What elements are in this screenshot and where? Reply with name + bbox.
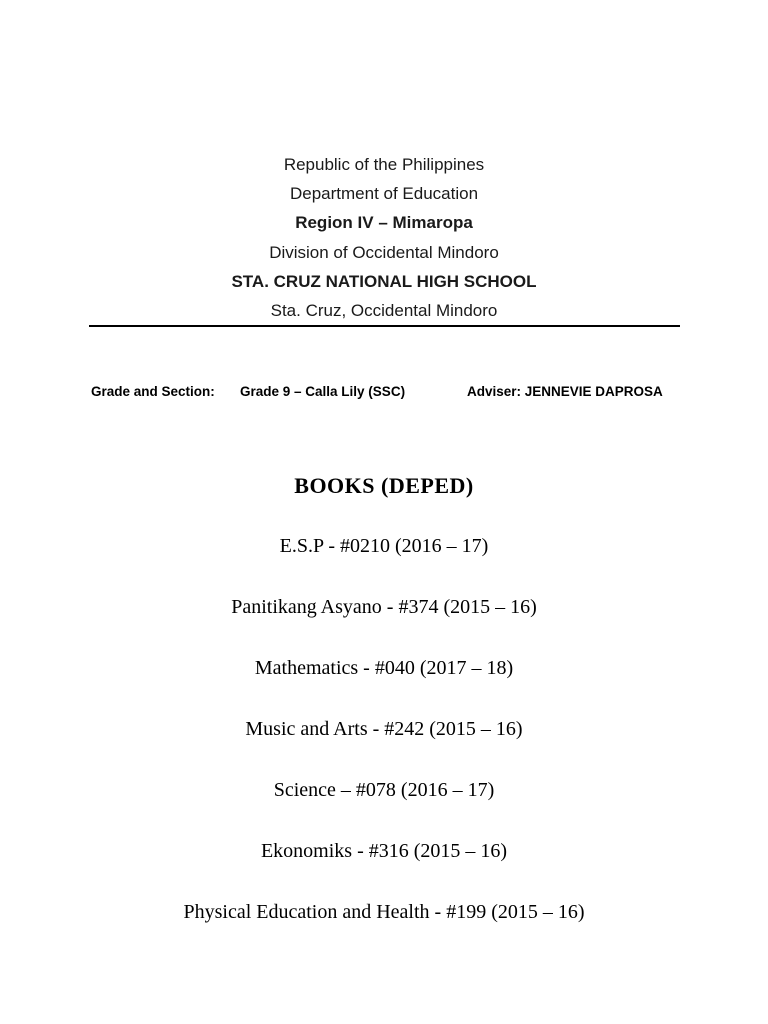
class-info-row	[0, 381, 768, 403]
letterhead	[0, 150, 768, 325]
header-divider	[89, 325, 680, 327]
list-item: Panitikang Asyano - #374 (2015 – 16)	[231, 596, 537, 618]
grade-section-value: Grade 9 – Calla Lily (SSC)	[240, 384, 406, 399]
list-item: E.S.P - #0210 (2016 – 17)	[279, 535, 489, 557]
department-line: Department of Education	[289, 184, 479, 204]
books-title: BOOKS (DEPED)	[294, 473, 474, 498]
region-line: Region IV – Mimaropa	[295, 213, 473, 233]
adviser-name: Adviser: JENNEVIE DAPROSA	[467, 384, 663, 399]
school-address: Sta. Cruz, Occidental Mindoro	[270, 300, 498, 320]
list-item: Mathematics - #040 (2017 – 18)	[254, 657, 514, 679]
school-name: STA. CRUZ NATIONAL HIGH SCHOOL	[231, 271, 537, 291]
list-item: Ekonomiks - #316 (2015 – 16)	[260, 840, 508, 862]
book-list	[0, 529, 768, 956]
republic-line: Republic of the Philippines	[283, 155, 485, 174]
list-item: Music and Arts - #242 (2015 – 16)	[245, 718, 523, 740]
list-item: Physical Education and Health - #199 (2015 – 16)	[183, 901, 585, 923]
grade-section-label: Grade and Section:	[91, 384, 215, 399]
list-item: Science – #078 (2016 – 17)	[273, 779, 495, 801]
division-line: Division of Occidental Mindoro	[269, 242, 499, 262]
